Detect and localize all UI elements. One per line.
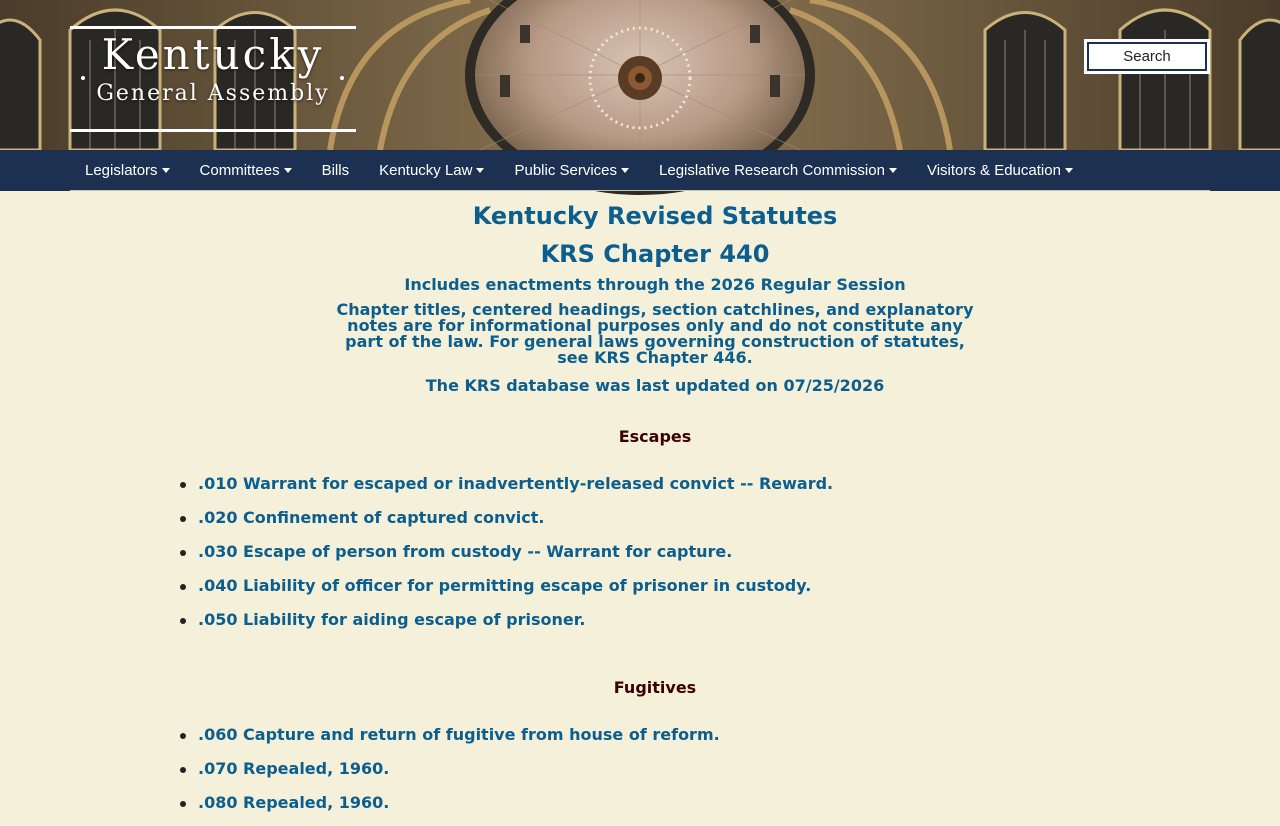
enactments-note: Includes enactments through the 2026 Regular Session (404, 275, 906, 294)
statute-list (0, 724, 1280, 826)
caret-down-icon (621, 168, 629, 173)
logo-title-kentucky: Kentucky (101, 30, 325, 79)
nav-item-visitors-education[interactable] (912, 162, 1088, 179)
bullet-icon (180, 767, 186, 773)
last-updated-text: The KRS database was last updated on 07/25/2026 (425, 376, 885, 395)
statute-link[interactable]: .080 Repealed, 1960. (198, 793, 390, 812)
nav-item-kentucky-law[interactable] (364, 162, 499, 179)
chapter-title: KRS Chapter 440 (540, 240, 770, 268)
bullet-icon (180, 584, 186, 590)
statute-link[interactable]: .030 Escape of person from custody -- Warrant for capture. (198, 542, 733, 561)
nav-item-legislators[interactable] (70, 162, 185, 179)
nav-item-public-services[interactable] (499, 162, 644, 179)
bullet-icon (180, 618, 186, 624)
logo-bottom-rule (70, 129, 356, 132)
caret-down-icon (476, 168, 484, 173)
section-heading: Fugitives (613, 678, 697, 697)
bullet-icon (180, 733, 186, 739)
main-content (0, 201, 1280, 826)
list-item (178, 792, 1280, 826)
list-item (178, 507, 1280, 541)
site-logo[interactable] (70, 26, 356, 133)
list-item (178, 575, 1280, 609)
list-item (178, 541, 1280, 575)
nav-item-label: Visitors & Education (926, 162, 1061, 179)
caret-down-icon (889, 168, 897, 173)
statute-link[interactable]: .060 Capture and return of fugitive from house of reform. (198, 725, 720, 744)
caret-down-icon (284, 168, 292, 173)
nav-item-committees[interactable] (185, 162, 307, 179)
logo-dot (340, 76, 344, 80)
bullet-icon (180, 550, 186, 556)
search-button[interactable]: Search (1084, 39, 1210, 74)
logo-title-general-assembly: General Assembly (96, 81, 330, 106)
logo-top-rule (70, 26, 356, 29)
list-item (178, 473, 1280, 507)
caret-down-icon (162, 168, 170, 173)
statute-link[interactable]: .070 Repealed, 1960. (198, 759, 390, 778)
section-heading: Escapes (618, 427, 692, 446)
nav-item-legislative-research-commission[interactable] (644, 162, 912, 179)
statute-link[interactable]: .020 Confinement of captured convict. (198, 508, 545, 527)
caret-down-icon (1065, 168, 1073, 173)
nav-item-label: Legislators (85, 162, 158, 179)
nav-item-label: Public Services (514, 162, 618, 179)
list-item (178, 609, 1280, 643)
header-banner (0, 0, 1280, 150)
list-item (178, 758, 1280, 792)
list-item (178, 724, 1280, 758)
page-title: Kentucky Revised Statutes (472, 202, 838, 230)
nav-item-label: Committees (199, 162, 280, 179)
statute-sections (0, 427, 1280, 826)
bullet-icon (180, 801, 186, 807)
main-nav (0, 150, 1280, 191)
nav-item-bills[interactable] (307, 162, 365, 179)
logo-dot (81, 76, 85, 80)
statute-link[interactable]: .050 Liability for aiding escape of prisoner. (198, 610, 586, 629)
nav-item-label: Kentucky Law (379, 162, 473, 179)
statute-list (0, 473, 1280, 643)
statute-link[interactable]: .040 Liability of officer for permitting escape of prisoner in custody. (198, 576, 812, 595)
bullet-icon (180, 516, 186, 522)
disclaimer-text: Chapter titles, centered headings, section catchlines, and explanatory notes are for informational purposes only and do not constitute any part of the law. For general laws governing construction of statutes, see KRS Chapter 446. (336, 300, 974, 367)
nav-item-label: Bills (321, 162, 350, 179)
statute-link[interactable]: .010 Warrant for escaped or inadvertently-released convict -- Reward. (198, 474, 834, 493)
nav-menu (70, 150, 1088, 191)
bullet-icon (180, 482, 186, 488)
nav-divider (70, 190, 1210, 191)
nav-item-label: Legislative Research Commission (659, 162, 885, 179)
